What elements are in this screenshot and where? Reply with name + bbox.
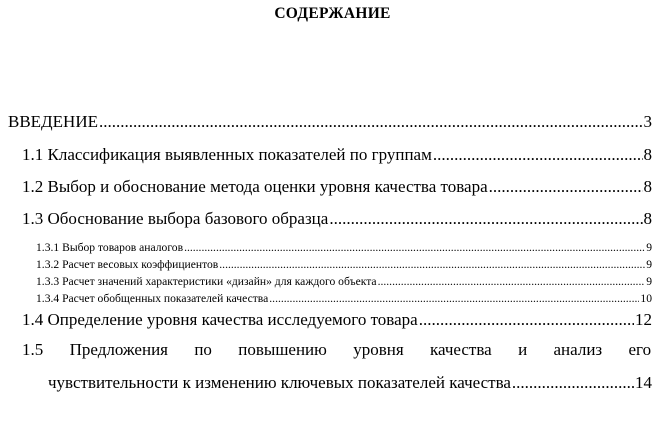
toc-word: Предложения — [69, 340, 168, 359]
toc-entry-1-3-4[interactable] — [36, 292, 652, 305]
toc-entry-label: чувствительности к изменению ключевых показателей качества — [48, 373, 511, 392]
toc-entry-label: 1.1 Классификация выявленных показателей по группам — [22, 145, 432, 164]
toc-leader-dots — [99, 112, 643, 132]
toc-word: 1.5 — [22, 340, 44, 359]
toc-entry-1-2[interactable] — [22, 177, 652, 197]
toc-entry-page: 8 — [643, 145, 652, 164]
toc-entry-1-3-1[interactable] — [36, 241, 652, 254]
toc-entry-page: 8 — [643, 209, 652, 228]
toc-word: и — [518, 340, 528, 359]
toc-entry-1-3-3[interactable] — [36, 275, 652, 288]
toc-entry-label: ВВЕДЕНИЕ — [8, 112, 98, 131]
toc-word: его — [628, 340, 652, 359]
toc-entry-page: 12 — [635, 310, 652, 329]
toc-entry-1-3[interactable] — [22, 209, 652, 229]
toc-entry-1-1[interactable] — [22, 145, 652, 165]
toc-entry-1-5-line2[interactable] — [48, 373, 652, 393]
toc-entry-page: 9 — [646, 241, 652, 254]
toc-entry-1-3-2[interactable] — [36, 258, 652, 271]
toc-word: по — [194, 340, 212, 359]
toc-word: качества — [430, 340, 492, 359]
toc-leader-dots — [489, 177, 643, 197]
toc-leader-dots — [219, 258, 645, 271]
toc-entry-label: 1.3.4 Расчет обобщенных показателей качества — [36, 292, 269, 305]
toc-entry-page: 9 — [646, 275, 652, 288]
toc-leader-dots — [512, 373, 634, 393]
toc-entry-label: 1.3.1 Выбор товаров аналогов — [36, 241, 184, 254]
toc-entry-page: 8 — [643, 177, 652, 196]
toc-entry-page: 10 — [640, 292, 652, 305]
toc-entry-label: 1.2 Выбор и обоснование метода оценки уровня качества товара — [22, 177, 488, 196]
toc-entry-1-5-line1[interactable] — [22, 340, 651, 360]
toc-entry-page: 14 — [635, 373, 652, 392]
toc-leader-dots — [184, 241, 645, 254]
toc-word: уровня — [353, 340, 404, 359]
toc-entry-label: 1.3 Обоснование выбора базового образца — [22, 209, 329, 228]
toc-title: СОДЕРЖАНИЕ — [274, 5, 391, 22]
toc-entry-page: 3 — [643, 112, 652, 131]
toc-leader-dots — [433, 145, 643, 165]
toc-word: анализ — [553, 340, 603, 359]
toc-leader-dots — [419, 310, 634, 330]
toc-entry-introduction[interactable] — [8, 112, 652, 132]
toc-word: повышению — [238, 340, 327, 359]
toc-leader-dots — [269, 292, 639, 305]
toc-entry-label: 1.3.3 Расчет значений характеристики «дизайн» для каждого объекта — [36, 275, 377, 288]
toc-entry-page: 9 — [646, 258, 652, 271]
toc-leader-dots — [378, 275, 646, 288]
toc-entry-1-4[interactable] — [22, 310, 652, 330]
toc-entry-label: 1.3.2 Расчет весовых коэффициентов — [36, 258, 219, 271]
toc-leader-dots — [329, 209, 642, 229]
toc-entry-label: 1.4 Определение уровня качества исследуемого товара — [22, 310, 418, 329]
